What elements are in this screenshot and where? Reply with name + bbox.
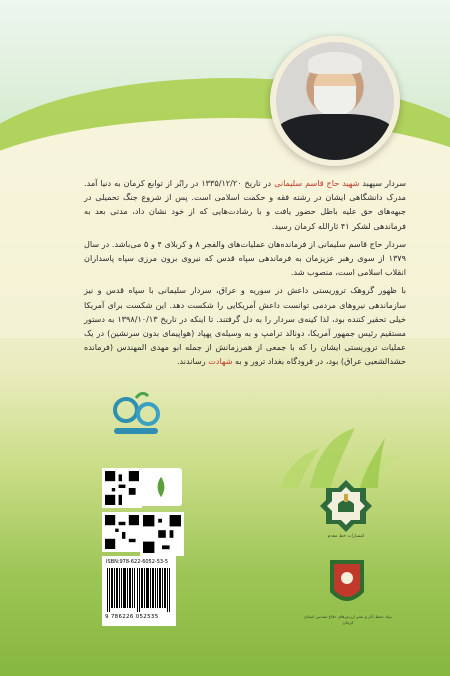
- publisher-emblem: [318, 478, 374, 534]
- qr-code-2: [102, 512, 142, 552]
- bio-paragraph-1: سردار سپهبد شهید حاج قاسم سلیمانی در تاریخ ۱۳۳۵/۱۲/۲۰ در رابُر از توابع کرمان به دنیا آمد. مدرک دانشگاهی ایشان در رشته فقه و حکمت اسلامی است. پس از شروع جنگ تحمیلی در جبهه‌های حق علیه باطل حضور یافت و با رشادت‌هایی که از خود نشان داد، مدتی بعد به فرماندهی لشکر ۴۱ ثارالله کرمان رسید.: [84, 178, 407, 231]
- qr-code-3: [140, 512, 184, 556]
- bio-paragraph-3: با ظهور گروهک تروریستی داعش در سوریه و عراق، سردار سلیمانی با سپاه قدس و نیز سازماندهی نیروهای مردمی توانست داعش آمریکایی را شکست دهد. این شکست برای آمریکا خیلی تحقیر کننده بود، لذا کینه‌ی سردار را به دل گرفتند. تا اینکه در تاریخ ۱۳۹۸/۱۰/۱۳ به دستور مستقیم رئیس جمهور آمریکا، دونالد ترامپ و به وسیله‌ی پهپاد (هواپیمای بدون سرنشین) در یک عملیات تروریستی ایشان را که با جمعی از همرزمانش از جمله ابو مهدی المهندس (فرمانده حشدالشعبی عراق) بود، در فرودگاه بغداد ترور و به شهادت رساندند.: [84, 285, 407, 367]
- isbn-label: ISBN:978-622-6052-53-5: [106, 559, 169, 565]
- junior-publisher-logo: [106, 388, 166, 448]
- publisher-caption: انتشارات خط مقدم: [327, 534, 365, 539]
- qr-code-1: [102, 468, 142, 508]
- foundation-seal: [326, 558, 368, 610]
- bio-paragraph-2: سردار حاج قاسم سلیمانی از فرمانده‌هان عملیات‌های والفجر ۸ و کربلای ۴ و ۵ می‌باشد. در سال ۱۳۷۹ از سوی رهبر عزیزمان به فرماندهی سپاه قدس که نیروی برون مرزی سپاه پاسداران انقلاب اسلامی است، منصوب شد.: [84, 238, 406, 278]
- martyr-name: شهید حاج قاسم سلیمانی: [274, 178, 360, 188]
- martyrdom-word: شهادت: [208, 356, 233, 367]
- barcode: [107, 568, 171, 612]
- isbn-digits: 9 786226 052535: [105, 614, 159, 620]
- isbn-barcode-box: [102, 556, 176, 626]
- portrait-photo: [270, 36, 400, 166]
- foundation-caption: بنیاد حفظ آثار و نشر ارزش‌های دفاع مقدس استان کرمان: [304, 614, 392, 625]
- sprouts-illustration: [260, 398, 410, 488]
- biography-text: [84, 176, 406, 373]
- leaf-logo: [140, 468, 182, 506]
